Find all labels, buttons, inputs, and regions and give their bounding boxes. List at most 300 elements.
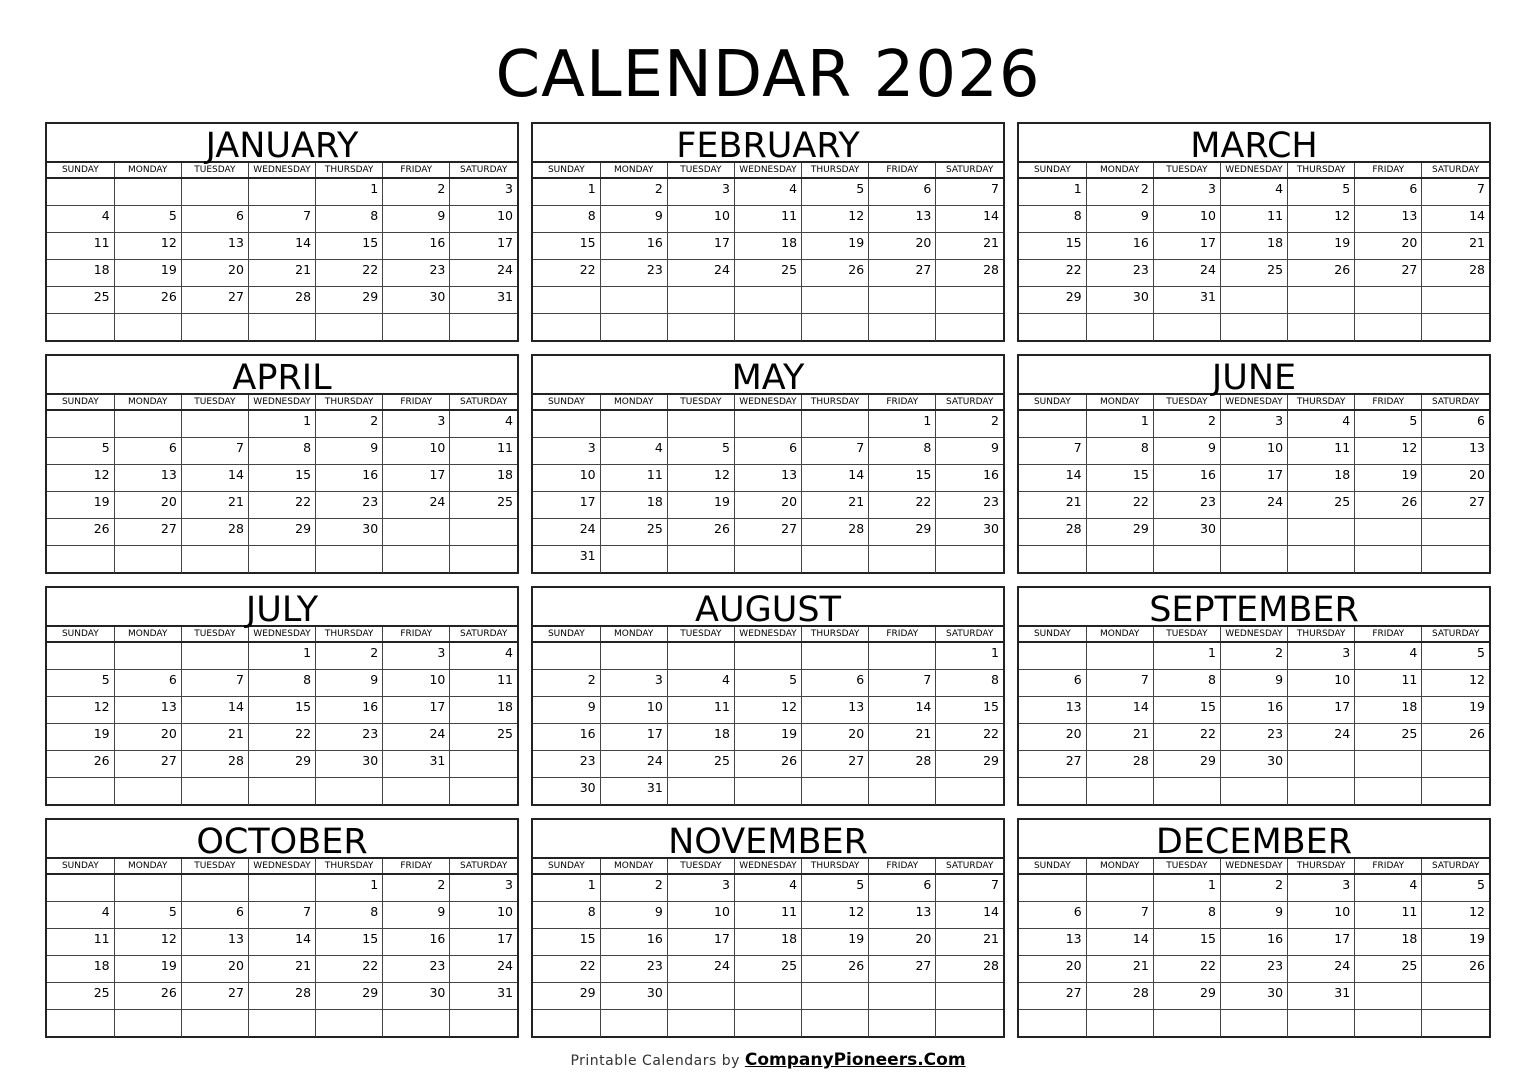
day-cell xyxy=(734,983,801,1010)
day-cell: 27 xyxy=(869,956,936,983)
day-cell xyxy=(936,778,1003,805)
weekday-header: SATURDAY xyxy=(936,395,1003,410)
day-cell: 25 xyxy=(1355,724,1422,751)
day-cell: 24 xyxy=(450,956,517,983)
day-cell: 10 xyxy=(1153,205,1220,232)
day-cell: 13 xyxy=(181,928,248,955)
weekday-header: MONDAY xyxy=(1086,859,1153,874)
day-cell xyxy=(1220,778,1287,805)
weekday-header-row xyxy=(533,395,1003,410)
day-cell: 29 xyxy=(1153,983,1220,1010)
week-row xyxy=(1019,724,1489,751)
day-cell: 27 xyxy=(802,751,869,778)
weekday-header: FRIDAY xyxy=(1355,163,1422,178)
weekday-header: WEDNESDAY xyxy=(1220,395,1287,410)
day-cell: 22 xyxy=(1153,724,1220,751)
weekday-header-row xyxy=(1019,627,1489,642)
weekday-header: WEDNESDAY xyxy=(248,859,315,874)
day-cell xyxy=(316,546,383,573)
day-cell xyxy=(1153,778,1220,805)
day-cell xyxy=(1220,314,1287,341)
day-cell: 9 xyxy=(936,437,1003,464)
day-cell: 30 xyxy=(533,778,600,805)
day-cell: 20 xyxy=(802,724,869,751)
day-cell xyxy=(869,983,936,1010)
day-cell: 1 xyxy=(1086,410,1153,437)
day-cell xyxy=(316,1010,383,1037)
day-cell: 14 xyxy=(1422,205,1489,232)
day-cell: 20 xyxy=(181,260,248,287)
day-cell xyxy=(1355,314,1422,341)
day-cell: 8 xyxy=(1153,669,1220,696)
week-row xyxy=(47,901,517,928)
day-cell: 7 xyxy=(248,901,315,928)
day-cell: 5 xyxy=(802,178,869,205)
weekday-header: SATURDAY xyxy=(1422,163,1489,178)
day-cell: 23 xyxy=(1220,724,1287,751)
months-grid xyxy=(45,122,1491,1038)
weekday-header: FRIDAY xyxy=(383,395,450,410)
day-cell: 23 xyxy=(936,492,1003,519)
month-table xyxy=(533,627,1003,805)
day-cell: 5 xyxy=(734,669,801,696)
week-row xyxy=(1019,642,1489,669)
day-cell: 28 xyxy=(802,519,869,546)
brand-link[interactable]: CompanyPioneers.Com xyxy=(744,1050,966,1070)
day-cell: 28 xyxy=(936,260,1003,287)
day-cell: 13 xyxy=(1019,928,1086,955)
day-cell: 23 xyxy=(383,956,450,983)
day-cell xyxy=(383,1010,450,1037)
day-cell: 24 xyxy=(1288,724,1355,751)
day-cell: 19 xyxy=(47,724,114,751)
day-cell: 5 xyxy=(1422,642,1489,669)
weekday-header: WEDNESDAY xyxy=(1220,627,1287,642)
day-cell: 22 xyxy=(936,724,1003,751)
day-cell: 23 xyxy=(600,956,667,983)
day-cell: 14 xyxy=(181,464,248,491)
week-row xyxy=(1019,778,1489,805)
day-cell xyxy=(936,546,1003,573)
day-cell xyxy=(1019,1010,1086,1037)
day-cell: 10 xyxy=(383,669,450,696)
day-cell: 1 xyxy=(936,642,1003,669)
day-cell: 2 xyxy=(600,874,667,901)
day-cell xyxy=(667,546,734,573)
day-cell: 11 xyxy=(734,205,801,232)
day-cell: 28 xyxy=(181,751,248,778)
day-cell: 17 xyxy=(533,492,600,519)
day-cell: 31 xyxy=(450,287,517,314)
day-cell: 12 xyxy=(734,696,801,723)
day-cell: 9 xyxy=(316,669,383,696)
day-cell: 11 xyxy=(47,232,114,259)
day-cell: 11 xyxy=(1355,901,1422,928)
day-cell xyxy=(667,410,734,437)
month-title: FEBRUARY xyxy=(533,124,1003,163)
weekday-header: SATURDAY xyxy=(936,627,1003,642)
day-cell: 7 xyxy=(802,437,869,464)
month-title: DECEMBER xyxy=(1019,820,1489,859)
day-cell: 21 xyxy=(248,260,315,287)
day-cell: 30 xyxy=(1086,287,1153,314)
weekday-header: FRIDAY xyxy=(1355,395,1422,410)
day-cell: 6 xyxy=(181,205,248,232)
day-cell xyxy=(600,287,667,314)
day-cell: 16 xyxy=(383,928,450,955)
day-cell xyxy=(450,751,517,778)
day-cell xyxy=(1422,519,1489,546)
day-cell: 15 xyxy=(1019,232,1086,259)
weekday-header: SUNDAY xyxy=(533,859,600,874)
day-cell xyxy=(1153,546,1220,573)
week-row xyxy=(1019,928,1489,955)
week-row xyxy=(47,232,517,259)
day-cell: 6 xyxy=(114,669,181,696)
day-cell: 29 xyxy=(316,983,383,1010)
week-row xyxy=(1019,519,1489,546)
day-cell xyxy=(802,983,869,1010)
week-row xyxy=(1019,696,1489,723)
month-title: APRIL xyxy=(47,356,517,395)
week-row xyxy=(533,874,1003,901)
week-row xyxy=(533,956,1003,983)
day-cell: 25 xyxy=(1288,492,1355,519)
day-cell: 13 xyxy=(869,901,936,928)
day-cell xyxy=(181,178,248,205)
weekday-header-row xyxy=(47,859,517,874)
month-calendar-august xyxy=(531,586,1005,806)
month-table xyxy=(1019,627,1489,805)
day-cell: 15 xyxy=(248,464,315,491)
day-cell: 23 xyxy=(383,260,450,287)
week-row xyxy=(533,205,1003,232)
day-cell: 15 xyxy=(936,696,1003,723)
day-cell xyxy=(1153,314,1220,341)
day-cell: 12 xyxy=(114,928,181,955)
day-cell: 31 xyxy=(1153,287,1220,314)
footer-prefix: Printable Calendars by xyxy=(570,1053,740,1069)
day-cell: 11 xyxy=(1355,669,1422,696)
day-cell: 28 xyxy=(248,983,315,1010)
weekday-header: MONDAY xyxy=(600,395,667,410)
week-row xyxy=(1019,492,1489,519)
day-cell: 11 xyxy=(47,928,114,955)
weekday-header: TUESDAY xyxy=(181,395,248,410)
week-row xyxy=(1019,232,1489,259)
week-row xyxy=(533,669,1003,696)
day-cell: 24 xyxy=(383,492,450,519)
day-cell: 7 xyxy=(181,437,248,464)
day-cell: 19 xyxy=(1422,696,1489,723)
week-row xyxy=(533,751,1003,778)
day-cell: 28 xyxy=(1422,260,1489,287)
day-cell xyxy=(734,778,801,805)
weekday-header: WEDNESDAY xyxy=(248,163,315,178)
day-cell: 20 xyxy=(114,492,181,519)
weekday-header: SUNDAY xyxy=(47,627,114,642)
day-cell: 7 xyxy=(936,874,1003,901)
day-cell: 24 xyxy=(1288,956,1355,983)
day-cell: 19 xyxy=(47,492,114,519)
day-cell: 28 xyxy=(1086,751,1153,778)
weekday-header: TUESDAY xyxy=(1153,627,1220,642)
day-cell xyxy=(936,314,1003,341)
day-cell xyxy=(667,983,734,1010)
month-table xyxy=(47,627,517,805)
day-cell: 6 xyxy=(869,178,936,205)
day-cell xyxy=(802,287,869,314)
weekday-header: SATURDAY xyxy=(450,163,517,178)
day-cell: 20 xyxy=(869,232,936,259)
week-row xyxy=(1019,669,1489,696)
day-cell: 21 xyxy=(181,492,248,519)
day-cell xyxy=(869,1010,936,1037)
day-cell: 24 xyxy=(667,956,734,983)
weekday-header: FRIDAY xyxy=(869,627,936,642)
day-cell: 22 xyxy=(316,260,383,287)
day-cell: 7 xyxy=(936,178,1003,205)
weekday-header-row xyxy=(533,859,1003,874)
week-row xyxy=(47,260,517,287)
day-cell: 13 xyxy=(734,464,801,491)
week-row xyxy=(533,901,1003,928)
day-cell: 15 xyxy=(316,928,383,955)
week-row xyxy=(533,546,1003,573)
day-cell: 25 xyxy=(450,724,517,751)
day-cell xyxy=(1019,642,1086,669)
week-row xyxy=(1019,983,1489,1010)
weekday-header: TUESDAY xyxy=(1153,395,1220,410)
day-cell xyxy=(667,314,734,341)
day-cell: 11 xyxy=(450,437,517,464)
day-cell: 10 xyxy=(533,464,600,491)
day-cell: 25 xyxy=(600,519,667,546)
day-cell: 4 xyxy=(600,437,667,464)
day-cell: 3 xyxy=(1288,874,1355,901)
day-cell: 18 xyxy=(1220,232,1287,259)
month-title: OCTOBER xyxy=(47,820,517,859)
day-cell: 2 xyxy=(936,410,1003,437)
day-cell: 31 xyxy=(383,751,450,778)
week-row xyxy=(1019,956,1489,983)
day-cell: 7 xyxy=(869,669,936,696)
day-cell xyxy=(936,1010,1003,1037)
day-cell xyxy=(181,778,248,805)
day-cell xyxy=(181,642,248,669)
weekday-header: MONDAY xyxy=(114,859,181,874)
day-cell: 14 xyxy=(869,696,936,723)
month-title: MAY xyxy=(533,356,1003,395)
day-cell xyxy=(533,410,600,437)
day-cell: 23 xyxy=(1086,260,1153,287)
weekday-header: SATURDAY xyxy=(1422,627,1489,642)
day-cell: 31 xyxy=(533,546,600,573)
week-row xyxy=(1019,464,1489,491)
day-cell: 3 xyxy=(1288,642,1355,669)
weekday-header: FRIDAY xyxy=(383,627,450,642)
week-row xyxy=(533,260,1003,287)
day-cell xyxy=(181,314,248,341)
footer xyxy=(0,1049,1536,1072)
day-cell: 1 xyxy=(316,874,383,901)
weekday-header: MONDAY xyxy=(114,395,181,410)
day-cell: 10 xyxy=(383,437,450,464)
day-cell xyxy=(1220,1010,1287,1037)
day-cell: 28 xyxy=(1019,519,1086,546)
day-cell: 1 xyxy=(248,642,315,669)
day-cell: 7 xyxy=(1086,669,1153,696)
day-cell: 25 xyxy=(734,956,801,983)
day-cell xyxy=(1422,778,1489,805)
day-cell xyxy=(667,642,734,669)
day-cell: 17 xyxy=(600,724,667,751)
day-cell: 3 xyxy=(667,178,734,205)
day-cell: 23 xyxy=(1220,956,1287,983)
week-row xyxy=(47,928,517,955)
day-cell: 6 xyxy=(1019,669,1086,696)
day-cell: 12 xyxy=(667,464,734,491)
day-cell xyxy=(869,778,936,805)
day-cell: 8 xyxy=(316,205,383,232)
day-cell xyxy=(802,314,869,341)
month-table xyxy=(1019,395,1489,573)
day-cell xyxy=(450,1010,517,1037)
day-cell: 20 xyxy=(1019,724,1086,751)
week-row xyxy=(1019,260,1489,287)
day-cell xyxy=(383,546,450,573)
weekday-header: TUESDAY xyxy=(1153,163,1220,178)
day-cell xyxy=(1355,519,1422,546)
day-cell xyxy=(802,546,869,573)
month-calendar-december xyxy=(1017,818,1491,1038)
day-cell: 19 xyxy=(1422,928,1489,955)
weekday-header: WEDNESDAY xyxy=(734,627,801,642)
day-cell: 12 xyxy=(1422,901,1489,928)
day-cell: 20 xyxy=(869,928,936,955)
day-cell: 19 xyxy=(667,492,734,519)
day-cell: 13 xyxy=(869,205,936,232)
day-cell xyxy=(734,1010,801,1037)
month-table xyxy=(533,395,1003,573)
day-cell xyxy=(802,1010,869,1037)
day-cell: 1 xyxy=(1019,178,1086,205)
weekday-header: MONDAY xyxy=(1086,163,1153,178)
day-cell: 22 xyxy=(869,492,936,519)
day-cell xyxy=(47,410,114,437)
day-cell xyxy=(734,410,801,437)
day-cell xyxy=(869,314,936,341)
day-cell: 19 xyxy=(114,956,181,983)
page-title: CALENDAR 2026 xyxy=(495,38,1041,112)
weekday-header: SUNDAY xyxy=(47,859,114,874)
day-cell: 6 xyxy=(1422,410,1489,437)
day-cell: 23 xyxy=(316,724,383,751)
weekday-header: TUESDAY xyxy=(1153,859,1220,874)
day-cell: 29 xyxy=(1153,751,1220,778)
month-table xyxy=(1019,163,1489,341)
week-row xyxy=(533,232,1003,259)
day-cell: 19 xyxy=(1288,232,1355,259)
week-row xyxy=(533,696,1003,723)
week-row xyxy=(47,178,517,205)
day-cell: 29 xyxy=(1086,519,1153,546)
day-cell xyxy=(114,410,181,437)
month-title: SEPTEMBER xyxy=(1019,588,1489,627)
day-cell: 15 xyxy=(533,232,600,259)
day-cell: 2 xyxy=(533,669,600,696)
day-cell: 14 xyxy=(802,464,869,491)
day-cell: 20 xyxy=(1355,232,1422,259)
day-cell: 7 xyxy=(181,669,248,696)
day-cell: 12 xyxy=(47,464,114,491)
day-cell xyxy=(248,178,315,205)
week-row xyxy=(533,778,1003,805)
day-cell xyxy=(1288,519,1355,546)
day-cell xyxy=(114,546,181,573)
day-cell: 4 xyxy=(47,901,114,928)
month-calendar-february xyxy=(531,122,1005,342)
day-cell: 26 xyxy=(114,287,181,314)
day-cell: 12 xyxy=(114,232,181,259)
day-cell: 20 xyxy=(181,956,248,983)
day-cell: 6 xyxy=(802,669,869,696)
day-cell: 1 xyxy=(316,178,383,205)
day-cell: 16 xyxy=(316,696,383,723)
day-cell: 24 xyxy=(383,724,450,751)
day-cell: 2 xyxy=(600,178,667,205)
day-cell xyxy=(1086,314,1153,341)
day-cell: 10 xyxy=(450,205,517,232)
day-cell: 9 xyxy=(383,205,450,232)
day-cell xyxy=(47,1010,114,1037)
weekday-header-row xyxy=(47,395,517,410)
weekday-header: TUESDAY xyxy=(181,627,248,642)
day-cell xyxy=(47,642,114,669)
day-cell xyxy=(450,546,517,573)
week-row xyxy=(533,983,1003,1010)
day-cell: 5 xyxy=(802,874,869,901)
day-cell: 25 xyxy=(47,983,114,1010)
day-cell xyxy=(1153,1010,1220,1037)
day-cell: 10 xyxy=(1220,437,1287,464)
day-cell xyxy=(450,519,517,546)
day-cell: 2 xyxy=(1220,874,1287,901)
weekday-header: TUESDAY xyxy=(667,859,734,874)
month-calendar-july xyxy=(45,586,519,806)
month-title: JULY xyxy=(47,588,517,627)
day-cell xyxy=(936,983,1003,1010)
weekday-header: WEDNESDAY xyxy=(734,395,801,410)
week-row xyxy=(533,519,1003,546)
day-cell: 1 xyxy=(533,178,600,205)
month-title: NOVEMBER xyxy=(533,820,1003,859)
day-cell: 29 xyxy=(248,519,315,546)
day-cell: 20 xyxy=(734,492,801,519)
day-cell: 18 xyxy=(450,464,517,491)
week-row xyxy=(533,642,1003,669)
day-cell: 8 xyxy=(316,901,383,928)
weekday-header: SUNDAY xyxy=(1019,395,1086,410)
day-cell: 24 xyxy=(667,260,734,287)
day-cell xyxy=(316,314,383,341)
day-cell: 30 xyxy=(1220,751,1287,778)
day-cell: 18 xyxy=(600,492,667,519)
weekday-header: FRIDAY xyxy=(1355,627,1422,642)
week-row xyxy=(47,669,517,696)
day-cell: 21 xyxy=(802,492,869,519)
day-cell: 17 xyxy=(1288,928,1355,955)
